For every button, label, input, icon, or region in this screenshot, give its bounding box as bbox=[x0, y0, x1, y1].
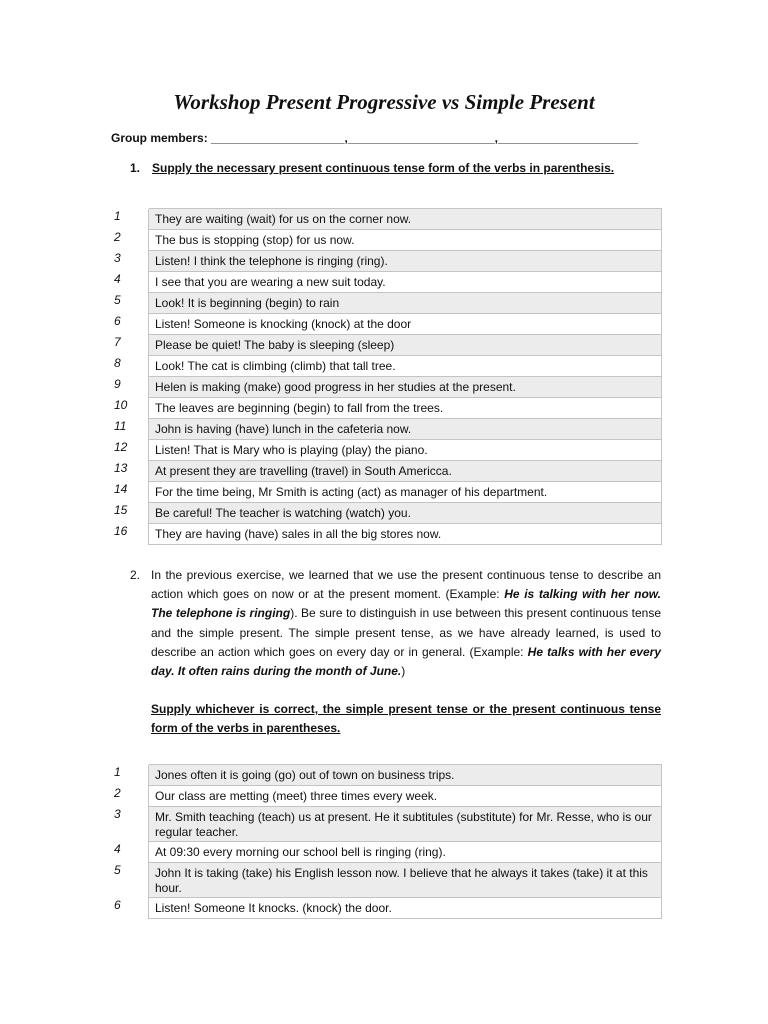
table-row bbox=[108, 842, 662, 863]
table-row bbox=[108, 765, 662, 786]
exercise-2-table bbox=[108, 764, 662, 919]
row-number: 10 bbox=[114, 398, 128, 412]
row-number: 5 bbox=[114, 863, 121, 877]
row-sentence: Listen! I think the telephone is ringing (ring). bbox=[149, 251, 662, 272]
table-row bbox=[108, 251, 662, 272]
intro-text-2: ). Be sure to distinguish in use between this present continuous tense and the simple present. The simple present tense, as we have already learned, is used to describe an action which goes on every day or in general. (Example: bbox=[151, 606, 661, 659]
table-row bbox=[108, 786, 662, 807]
row-sentence: Listen! Someone It knocks. (knock) the door. bbox=[149, 898, 662, 919]
row-number: 9 bbox=[114, 377, 121, 391]
row-number: 8 bbox=[114, 356, 121, 370]
table-row bbox=[108, 230, 662, 251]
table-row bbox=[108, 863, 662, 898]
row-number: 5 bbox=[114, 293, 121, 307]
section-1-instruction: Supply the necessary present continuous tense form of the verbs in parenthesis. bbox=[152, 161, 615, 175]
row-sentence: They are waiting (wait) for us on the corner now. bbox=[149, 209, 662, 230]
row-sentence: Be careful! The teacher is watching (watch) you. bbox=[149, 503, 662, 524]
group-members-line: Group members: ____________________,______________________,_____________________ bbox=[111, 131, 639, 145]
intro-close: ) bbox=[401, 664, 406, 679]
row-number: 1 bbox=[114, 209, 121, 223]
row-sentence: For the time being, Mr Smith is acting (act) as manager of his department. bbox=[149, 482, 662, 503]
table-row bbox=[108, 807, 662, 842]
row-sentence: Listen! That is Mary who is playing (play) the piano. bbox=[149, 440, 662, 461]
row-sentence: John is having (have) lunch in the cafeteria now. bbox=[149, 419, 662, 440]
table-row bbox=[108, 503, 662, 524]
row-number: 4 bbox=[114, 842, 121, 856]
row-sentence: Helen is making (make) good progress in her studies at the present. bbox=[149, 377, 662, 398]
row-number: 3 bbox=[114, 251, 121, 265]
table-row bbox=[108, 209, 662, 230]
row-sentence: Mr. Smith teaching (teach) us at present. He it subtitules (substitute) for Mr. Resse, who is our regular teacher. bbox=[149, 807, 662, 842]
row-sentence: Please be quiet! The baby is sleeping (sleep) bbox=[149, 335, 662, 356]
section-2-instruction: Supply whichever is correct, the simple present tense or the present continuous tense form of the verbs in parentheses. bbox=[151, 702, 661, 736]
example-1b: The telephone is ringing bbox=[151, 606, 291, 621]
row-number: 3 bbox=[114, 807, 121, 821]
row-sentence: They are having (have) sales in all the big stores now. bbox=[149, 524, 662, 545]
row-number: 16 bbox=[114, 524, 128, 538]
row-number: 11 bbox=[114, 419, 127, 433]
row-number: 7 bbox=[114, 335, 121, 349]
exercise-1-table bbox=[108, 208, 662, 545]
table-row bbox=[108, 440, 662, 461]
row-sentence: John It is taking (take) his English lesson now. I believe that he always it takes (take) it at this hour. bbox=[149, 863, 662, 898]
table-row bbox=[108, 524, 662, 545]
row-sentence: The bus is stopping (stop) for us now. bbox=[149, 230, 662, 251]
example-2a: He talks with her every day. bbox=[151, 644, 661, 679]
table-row bbox=[108, 398, 662, 419]
row-sentence: The leaves are beginning (begin) to fall from the trees. bbox=[149, 398, 662, 419]
intro-text-1: In the previous exercise, we learned that we use the present continuous tense to describe an action which goes on now or at the present moment. (Example: bbox=[151, 568, 661, 602]
row-sentence: I see that you are wearing a new suit today. bbox=[149, 272, 662, 293]
section-2-intro bbox=[151, 566, 661, 681]
table-row bbox=[108, 461, 662, 482]
row-number: 12 bbox=[114, 440, 128, 454]
table-row bbox=[108, 482, 662, 503]
row-number: 14 bbox=[114, 482, 128, 496]
table-row bbox=[108, 419, 662, 440]
row-sentence: Jones often it is going (go) out of town on business trips. bbox=[149, 765, 662, 786]
example-1a: He is talking with her now. bbox=[504, 587, 661, 602]
row-number: 13 bbox=[114, 461, 128, 475]
row-sentence: Listen! Someone is knocking (knock) at the door bbox=[149, 314, 662, 335]
section-2-number: 2. bbox=[130, 568, 141, 582]
table-row bbox=[108, 314, 662, 335]
row-number: 2 bbox=[114, 786, 121, 800]
row-number: 6 bbox=[114, 314, 121, 328]
table-row bbox=[108, 898, 662, 919]
row-number: 2 bbox=[114, 230, 121, 244]
worksheet-title: Workshop Present Progressive vs Simple Present bbox=[173, 90, 595, 114]
row-number: 4 bbox=[114, 272, 121, 286]
table-row bbox=[108, 293, 662, 314]
table-row bbox=[108, 356, 662, 377]
section-1-number: 1. bbox=[130, 161, 141, 175]
row-sentence: At 09:30 every morning our school bell is ringing (ring). bbox=[149, 842, 662, 863]
section-1-heading bbox=[130, 161, 614, 175]
example-2b: It often rains during the month of June. bbox=[177, 664, 402, 679]
section-2 bbox=[130, 566, 661, 739]
row-number: 6 bbox=[114, 898, 121, 912]
table-row bbox=[108, 377, 662, 398]
row-sentence: Our class are metting (meet) three times every week. bbox=[149, 786, 662, 807]
table-row bbox=[108, 272, 662, 293]
row-sentence: At present they are travelling (travel) in South Americca. bbox=[149, 461, 662, 482]
row-sentence: Look! It is beginning (begin) to rain bbox=[149, 293, 662, 314]
table-row bbox=[108, 335, 662, 356]
row-number: 1 bbox=[114, 765, 121, 779]
row-sentence: Look! The cat is climbing (climb) that tall tree. bbox=[149, 356, 662, 377]
row-number: 15 bbox=[114, 503, 128, 517]
